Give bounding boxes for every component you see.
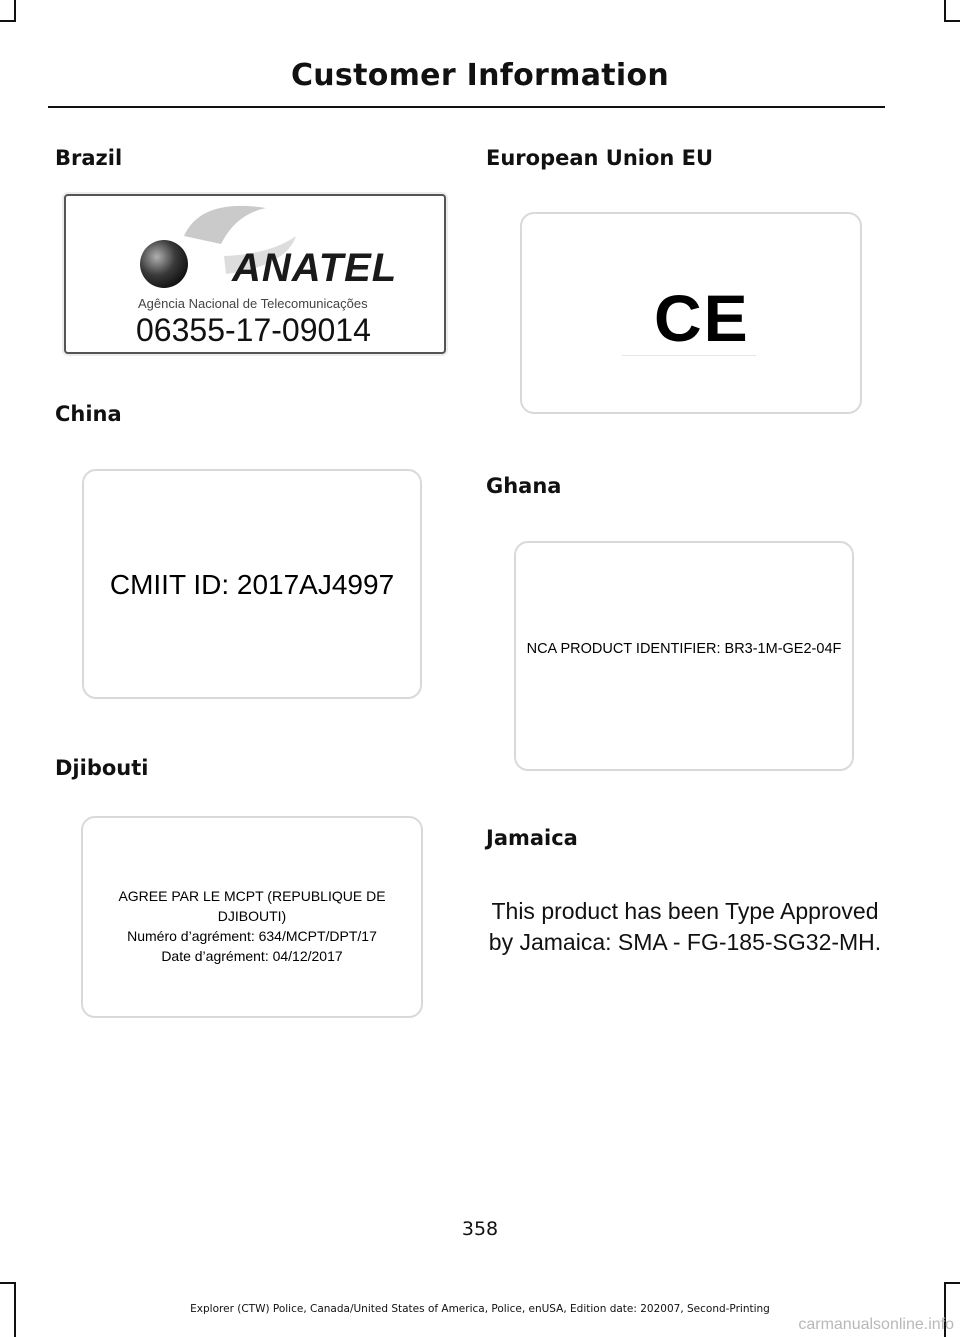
heading-jamaica: Jamaica: [486, 826, 578, 850]
djibouti-line: AGREE PAR LE MCPT (REPUBLIQUE DE DJIBOUTI): [118, 888, 386, 924]
watermark: carmanualsonline.info: [798, 1316, 954, 1333]
crop-mark: [944, 20, 960, 22]
crop-mark: [14, 0, 16, 22]
anatel-number: 06355-17-09014: [136, 312, 371, 348]
ghana-label: [514, 541, 854, 771]
ce-underline: [622, 355, 756, 356]
heading-china: China: [55, 402, 122, 426]
page-number: 358: [461, 1218, 499, 1240]
crop-mark: [944, 0, 946, 22]
jamaica-line: by Jamaica: SMA - FG-185-SG32-MH.: [488, 929, 882, 955]
header-rule: [48, 106, 885, 108]
jamaica-approval-text: [480, 896, 890, 958]
page-title: Customer Information: [290, 58, 670, 93]
anatel-name: ANATEL: [232, 246, 398, 290]
footer-text: Explorer (CTW) Police, Canada/United States of America, Police, enUSA, Edition date: 202007, Second-Printing: [190, 1303, 770, 1315]
anatel-label: [64, 194, 446, 354]
crop-mark: [0, 20, 16, 22]
china-label: [82, 469, 422, 699]
ghana-label-text: NCA PRODUCT IDENTIFIER: BR3-1M-GE2-04F: [526, 641, 842, 657]
djibouti-line: Numéro d’agrément: 634/MCPT/DPT/17: [127, 928, 377, 944]
djibouti-label-text: [83, 886, 421, 966]
djibouti-label: [81, 816, 423, 1018]
heading-eu: European Union EU: [486, 146, 714, 170]
heading-ghana: Ghana: [486, 474, 562, 498]
crop-mark: [0, 1282, 16, 1284]
ce-mark-icon: CE: [654, 281, 750, 355]
jamaica-line: This product has been Type Approved: [491, 898, 879, 924]
heading-brazil: Brazil: [55, 146, 123, 170]
crop-mark: [944, 1282, 960, 1284]
eu-label: [520, 212, 862, 414]
china-label-text: CMIIT ID: 2017AJ4997: [109, 569, 395, 600]
heading-djibouti: Djibouti: [55, 756, 149, 780]
djibouti-line: Date d’agrément: 04/12/2017: [161, 948, 343, 964]
anatel-subtitle: Agência Nacional de Telecomunicações: [138, 296, 368, 311]
